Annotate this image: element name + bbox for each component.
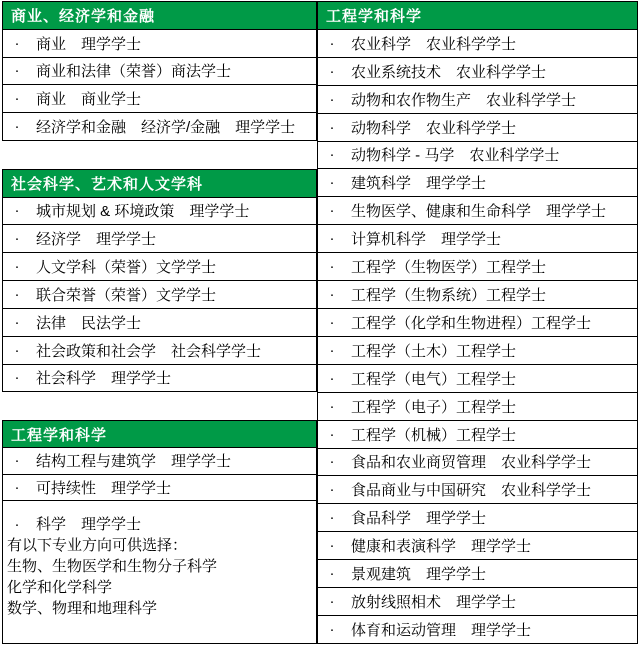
table-section xyxy=(317,1,638,644)
bullet-icon: · xyxy=(14,369,20,387)
bullet-icon: · xyxy=(329,397,335,415)
program-row xyxy=(3,224,316,252)
program-label: 结构工程与建筑学 理学学士 xyxy=(36,453,232,471)
bullet-icon: · xyxy=(14,202,20,220)
program-row xyxy=(3,364,316,392)
bullet-icon: · xyxy=(14,230,20,248)
bullet-icon: · xyxy=(329,202,335,220)
program-label: 食品科学 理学学士 xyxy=(351,510,487,528)
program-label: 工程学（生物医学）工程学士 xyxy=(351,259,547,277)
program-label: 建筑科学 理学学士 xyxy=(351,175,487,193)
bullet-icon: · xyxy=(14,452,20,470)
program-main-line xyxy=(3,514,316,535)
program-row xyxy=(3,474,316,501)
program-row xyxy=(318,503,637,531)
program-label: 经济学和金融 经济学/金融 理学学士 xyxy=(36,118,296,136)
program-label: 商业 商业学士 xyxy=(36,91,142,109)
program-label: 动物科学 - 马学 农业科学学士 xyxy=(351,147,560,165)
program-row xyxy=(3,84,316,112)
bullet-icon: · xyxy=(329,230,335,248)
section-header: 商业、经济学和金融 xyxy=(3,2,316,29)
program-row xyxy=(318,308,637,336)
bullet-icon: · xyxy=(14,62,20,80)
bullet-icon: · xyxy=(329,341,335,359)
program-row xyxy=(3,447,316,474)
program-option-line: 化学和化学科学 xyxy=(7,579,113,597)
program-label: 放射线照相术 理学学士 xyxy=(351,593,517,611)
program-label: 体育和运动管理 理学学士 xyxy=(351,621,532,639)
program-table-column-right xyxy=(317,1,638,644)
program-option-line: 生物、生物医学和生物分子科学 xyxy=(7,558,218,576)
bullet-icon: · xyxy=(329,118,335,136)
table-section xyxy=(2,169,317,393)
program-row xyxy=(318,57,637,85)
program-label: 计算机科学 理学学士 xyxy=(351,231,502,249)
program-label: 工程学（生物系统）工程学士 xyxy=(351,287,547,305)
table-section xyxy=(2,1,317,141)
section-header: 工程学和科学 xyxy=(3,421,316,447)
bullet-icon: · xyxy=(329,258,335,276)
program-label: 食品商业与中国研究 农业科学学士 xyxy=(351,482,592,500)
program-row xyxy=(318,559,637,587)
program-label: 动物和农作物生产 农业科学学士 xyxy=(351,91,577,109)
program-row xyxy=(318,252,637,280)
program-option-line: 有以下专业方向可供选择： xyxy=(7,537,188,555)
table-section xyxy=(2,420,317,644)
program-label: 工程学（电气）工程学士 xyxy=(351,370,517,388)
bullet-icon: · xyxy=(329,565,335,583)
program-label: 食品和农业商贸管理 农业科学学士 xyxy=(351,454,592,472)
program-label: 社会科学 理学学士 xyxy=(36,370,172,388)
program-label: 商业和法律（荣誉）商法学士 xyxy=(36,63,232,81)
bullet-icon: · xyxy=(14,479,20,497)
program-row xyxy=(3,197,316,225)
program-label: 联合荣誉（荣誉）文学学士 xyxy=(36,286,217,304)
bullet-icon: · xyxy=(14,117,20,135)
program-row xyxy=(318,615,637,643)
program-label: 可持续性 理学学士 xyxy=(36,480,172,498)
program-label: 法律 民法学士 xyxy=(36,314,142,332)
program-label: 工程学（电子）工程学士 xyxy=(351,398,517,416)
section-header: 工程学和科学 xyxy=(318,2,637,29)
program-label: 工程学（机械）工程学士 xyxy=(351,426,517,444)
program-row xyxy=(3,29,316,57)
program-row xyxy=(318,280,637,308)
program-row xyxy=(318,196,637,224)
bullet-icon: · xyxy=(329,62,335,80)
program-row xyxy=(318,420,637,448)
bullet-icon: · xyxy=(14,285,20,303)
program-row-multiline xyxy=(3,500,316,643)
bullet-icon: · xyxy=(14,258,20,276)
program-row xyxy=(318,364,637,392)
bullet-icon: · xyxy=(329,425,335,443)
section-header: 社会科学、艺术和人文学科 xyxy=(3,170,316,197)
program-label: 工程学（土木）工程学士 xyxy=(351,342,517,360)
bullet-icon: · xyxy=(329,620,335,638)
program-label: 人文学科（荣誉）文学学士 xyxy=(36,259,217,277)
program-row xyxy=(318,392,637,420)
bullet-icon: · xyxy=(329,146,335,164)
bullet-icon: · xyxy=(14,341,20,359)
bullet-icon: · xyxy=(329,34,335,52)
program-row xyxy=(318,475,637,503)
program-label: 社会政策和社会学 社会科学学士 xyxy=(36,342,262,360)
program-row xyxy=(318,29,637,57)
bullet-icon: · xyxy=(329,509,335,527)
bullet-icon: · xyxy=(329,313,335,331)
program-row xyxy=(318,448,637,476)
program-row xyxy=(318,224,637,252)
program-label: 城市规划 & 环境政策 理学学士 xyxy=(36,203,250,221)
program-row xyxy=(3,252,316,280)
program-row xyxy=(318,587,637,615)
program-row xyxy=(3,57,316,85)
bullet-icon: · xyxy=(329,592,335,610)
program-table-column-left xyxy=(2,1,317,644)
bullet-icon: · xyxy=(329,90,335,108)
program-label: 工程学（化学和生物进程）工程学士 xyxy=(351,314,592,332)
bullet-icon: · xyxy=(329,481,335,499)
program-label: 商业 理学学士 xyxy=(36,35,142,53)
program-label: 农业系统技术 农业科学学士 xyxy=(351,63,547,81)
program-row xyxy=(318,336,637,364)
program-row xyxy=(3,308,316,336)
program-row xyxy=(318,141,637,169)
program-row xyxy=(3,336,316,364)
bullet-icon: · xyxy=(329,286,335,304)
bullet-icon: · xyxy=(329,537,335,555)
bullet-icon: · xyxy=(329,453,335,471)
bullet-icon: · xyxy=(14,34,20,52)
program-label: 景观建筑 理学学士 xyxy=(351,566,487,584)
program-label: 农业科学 农业科学学士 xyxy=(351,35,517,53)
program-label: 经济学 理学学士 xyxy=(36,231,157,249)
bullet-icon: · xyxy=(14,90,20,108)
bullet-icon: · xyxy=(329,174,335,192)
program-label: 科学 理学学士 xyxy=(36,516,142,534)
program-row xyxy=(318,113,637,141)
bullet-icon: · xyxy=(14,313,20,331)
program-row xyxy=(318,168,637,196)
program-option-line: 数学、物理和地理科学 xyxy=(7,600,158,618)
bullet-icon: · xyxy=(329,369,335,387)
program-label: 健康和表演科学 理学学士 xyxy=(351,538,532,556)
program-row xyxy=(318,85,637,113)
bullet-icon: · xyxy=(14,516,20,534)
program-row xyxy=(3,280,316,308)
program-label: 动物科学 农业科学学士 xyxy=(351,119,517,137)
program-label: 生物医学、健康和生命科学 理学学士 xyxy=(351,203,607,221)
program-row xyxy=(3,112,316,140)
program-row xyxy=(318,531,637,559)
